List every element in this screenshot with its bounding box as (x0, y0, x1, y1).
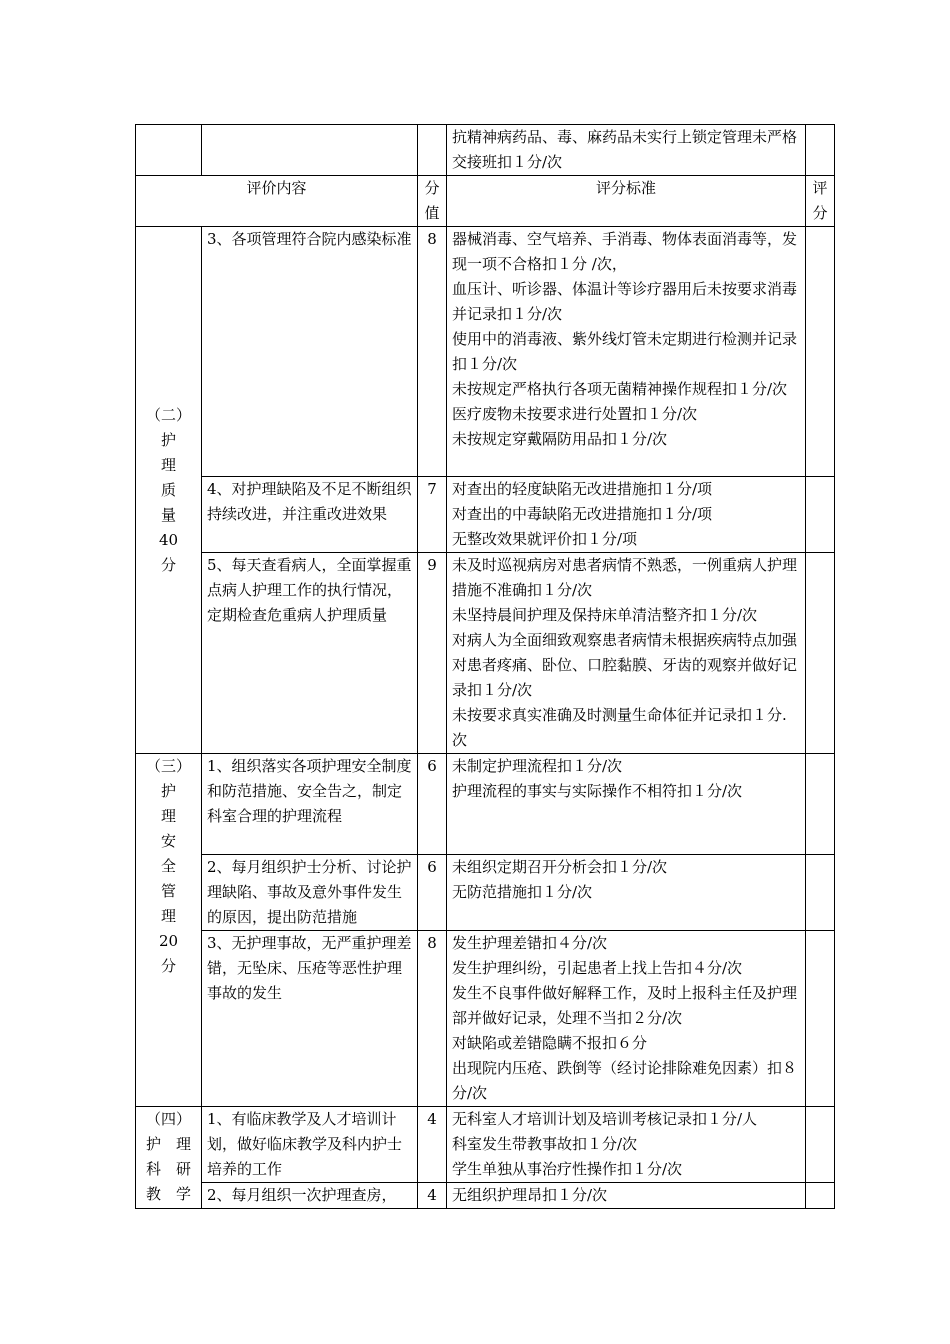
category-line: 20 (158, 932, 179, 950)
standard-cell (447, 754, 806, 855)
category-line: 量 (160, 505, 176, 524)
score-cell (418, 553, 447, 754)
standard-line: 未及时巡视病房对患者病情不熟悉，一例重病人护理措施不准确扣１分/次 (452, 556, 798, 599)
header-standard-label: 评分标准 (595, 179, 656, 197)
category-line: 管 (160, 882, 176, 900)
category-line: 科 研 (145, 1160, 191, 1178)
content-cell (202, 477, 418, 553)
standard-line: 护理流程的事实与实际操作不相符扣１分/次 (452, 782, 743, 800)
standard-line: 未坚持晨间护理及保持床单清洁整齐扣１分/次 (452, 606, 758, 624)
header-score-char: 值 (424, 204, 440, 222)
rating-cell (806, 855, 835, 931)
content-text: 3、无护理事故，无严重护理差错，无坠床、压疮等恶性护理事故的发生 (207, 934, 412, 1002)
table-row (136, 1107, 835, 1183)
continued-content-cell (202, 125, 418, 176)
standard-line: 使用中的消毒液、紫外线灯管未定期进行检测并记录扣１分/次 (452, 330, 798, 373)
standard-line: 发生护理差错扣４分/次 (452, 934, 608, 952)
evaluation-table (135, 124, 835, 1209)
table-row (136, 754, 835, 855)
category-cell-teaching (136, 1107, 202, 1209)
standard-cell (447, 1183, 806, 1209)
category-line: 护 理 (145, 1135, 191, 1153)
standard-line: 出现院内压疮、跌倒等（经讨论排除难免因素）扣８分/次 (452, 1059, 798, 1102)
table-row (136, 1183, 835, 1209)
category-line: （四） (145, 1110, 191, 1128)
standard-line: 学生单独从事治疗性操作扣１分/次 (452, 1160, 683, 1178)
header-score (418, 176, 447, 227)
standard-line: 无防范措施扣１分/次 (452, 883, 593, 901)
standard-line: 器械消毒、空气培养、手消毒、物体表面消毒等，发现一项不合格扣１分 /次， (452, 230, 798, 273)
category-line: 理 (160, 455, 176, 474)
content-cell (202, 553, 418, 754)
table-row (136, 227, 835, 477)
standard-line: 发生不良事件做好解释工作，及时上报科主任及护理部并做好记录，处理不当扣２分/次 (452, 984, 798, 1027)
content-cell (202, 1107, 418, 1183)
header-score-char: 分 (424, 179, 440, 197)
content-text: 1、有临床教学及人才培训计划，做好临床教学及科内护士培养的工作 (207, 1110, 403, 1178)
content-text: 1、组织落实各项护理安全制度和防范措施、安全告之，制定科室合理的护理流程 (207, 757, 412, 825)
standard-cell (447, 227, 806, 477)
standard-line: 未按要求真实准确及时测量生命体征并记录扣１分.次 (452, 706, 787, 749)
content-cell (202, 227, 418, 477)
rating-cell (806, 553, 835, 754)
standard-line: 对查出的轻度缺陷无改进措施扣１分/项 (452, 480, 713, 498)
rating-cell (806, 1183, 835, 1209)
category-line: （二） (145, 405, 191, 424)
content-text: 5、每天查看病人，全面掌握重点病人护理工作的执行情况，定期检查危重病人护理质量 (207, 556, 412, 624)
content-text: 2、每月组织一次护理查房， (207, 1186, 397, 1204)
standard-line: 血压计、听诊器、体温计等诊疗器用后未按要求消毒并记录扣１分/次 (452, 280, 798, 323)
category-line: 全 (160, 857, 176, 875)
table-row (136, 855, 835, 931)
standard-line: 未制定护理流程扣１分/次 (452, 757, 623, 775)
score-cell (418, 931, 447, 1107)
standard-line: 对病人为全面细致观察患者病情未根据疾病特点加强对患者疼痛、卧位、口腔黏膜、牙齿的观察并做好记录扣１分/次 (452, 631, 798, 699)
continued-standard-cell (447, 125, 806, 176)
table-row (136, 931, 835, 1107)
rating-cell (806, 1107, 835, 1183)
standard-line: 无整改效果就评价扣１分/项 (452, 530, 638, 548)
category-line: 分 (160, 555, 176, 574)
standard-cell (447, 477, 806, 553)
category-cell-quality (136, 227, 202, 754)
continued-category-cell (136, 125, 202, 176)
score-value: 6 (427, 858, 437, 876)
score-value: 6 (427, 757, 437, 775)
standard-cell (447, 553, 806, 754)
rating-cell (806, 477, 835, 553)
standard-line: 对缺陷或差错隐瞒不报扣６分 (452, 1034, 648, 1052)
header-rating-char: 评 (812, 179, 828, 197)
score-value: 4 (427, 1110, 437, 1128)
content-text: 4、对护理缺陷及不足不断组织持续改进，并注重改进效果 (207, 480, 412, 523)
category-line: 理 (160, 807, 176, 825)
content-cell (202, 1183, 418, 1209)
continued-rating-cell (806, 125, 835, 176)
category-line: 护 (160, 782, 176, 800)
table-row (136, 553, 835, 754)
score-cell (418, 227, 447, 477)
header-row (136, 176, 835, 227)
category-line: 分 (160, 957, 176, 975)
standard-line: 未按规定严格执行各项无菌精神操作规程扣１分/次 (452, 380, 788, 398)
score-value: 8 (427, 934, 437, 952)
content-cell (202, 754, 418, 855)
rating-cell (806, 754, 835, 855)
score-cell (418, 477, 447, 553)
category-line: 理 (160, 907, 176, 925)
content-cell (202, 855, 418, 931)
score-cell (418, 855, 447, 931)
standard-line: 抗精神病药品、毒、麻药品未实行上锁定管理未严格交接班扣１分/次 (452, 128, 798, 171)
standard-line: 未组织定期召开分析会扣１分/次 (452, 858, 668, 876)
standard-cell (447, 931, 806, 1107)
content-cell (202, 931, 418, 1107)
category-line: 护 (160, 430, 176, 449)
standard-line: 无科室人才培训计划及培训考核记录扣１分/人 (452, 1110, 758, 1128)
score-value: 9 (427, 556, 437, 574)
category-line: 40 (158, 530, 179, 549)
score-value: 8 (427, 230, 437, 248)
content-text: 3、各项管理符合院内感染标准 (207, 230, 412, 248)
score-value: 7 (427, 480, 437, 498)
standard-line: 对查出的中毒缺陷无改进措施扣１分/项 (452, 505, 713, 523)
header-standard (447, 176, 806, 227)
score-cell (418, 754, 447, 855)
table-row (136, 477, 835, 553)
continued-score-cell (418, 125, 447, 176)
category-line: 质 (160, 480, 176, 499)
standard-line: 医疗废物未按要求进行处置扣１分/次 (452, 405, 698, 423)
standard-cell (447, 1107, 806, 1183)
standard-line: 发生护理纠纷，引起患者上找上告扣４分/次 (452, 959, 743, 977)
score-cell (418, 1183, 447, 1209)
header-content (136, 176, 418, 227)
score-value: 4 (427, 1186, 437, 1204)
continued-row (136, 125, 835, 176)
category-cell-safety (136, 754, 202, 1107)
rating-cell (806, 931, 835, 1107)
rating-cell (806, 227, 835, 477)
header-rating-char: 分 (812, 204, 828, 222)
category-line: 教 学 (145, 1185, 191, 1203)
category-line: （三） (145, 757, 191, 775)
standard-line: 无组织护理昂扣１分/次 (452, 1186, 608, 1204)
standard-line: 科室发生带教事故扣１分/次 (452, 1135, 638, 1153)
content-text: 2、每月组织护士分析、讨论护理缺陷、事故及意外事件发生的原因，提出防范措施 (207, 858, 412, 926)
header-content-label: 评价内容 (246, 179, 307, 197)
standard-cell (447, 855, 806, 931)
category-line: 安 (160, 832, 176, 850)
header-rating (806, 176, 835, 227)
standard-line: 未按规定穿戴隔防用品扣１分/次 (452, 430, 668, 448)
score-cell (418, 1107, 447, 1183)
